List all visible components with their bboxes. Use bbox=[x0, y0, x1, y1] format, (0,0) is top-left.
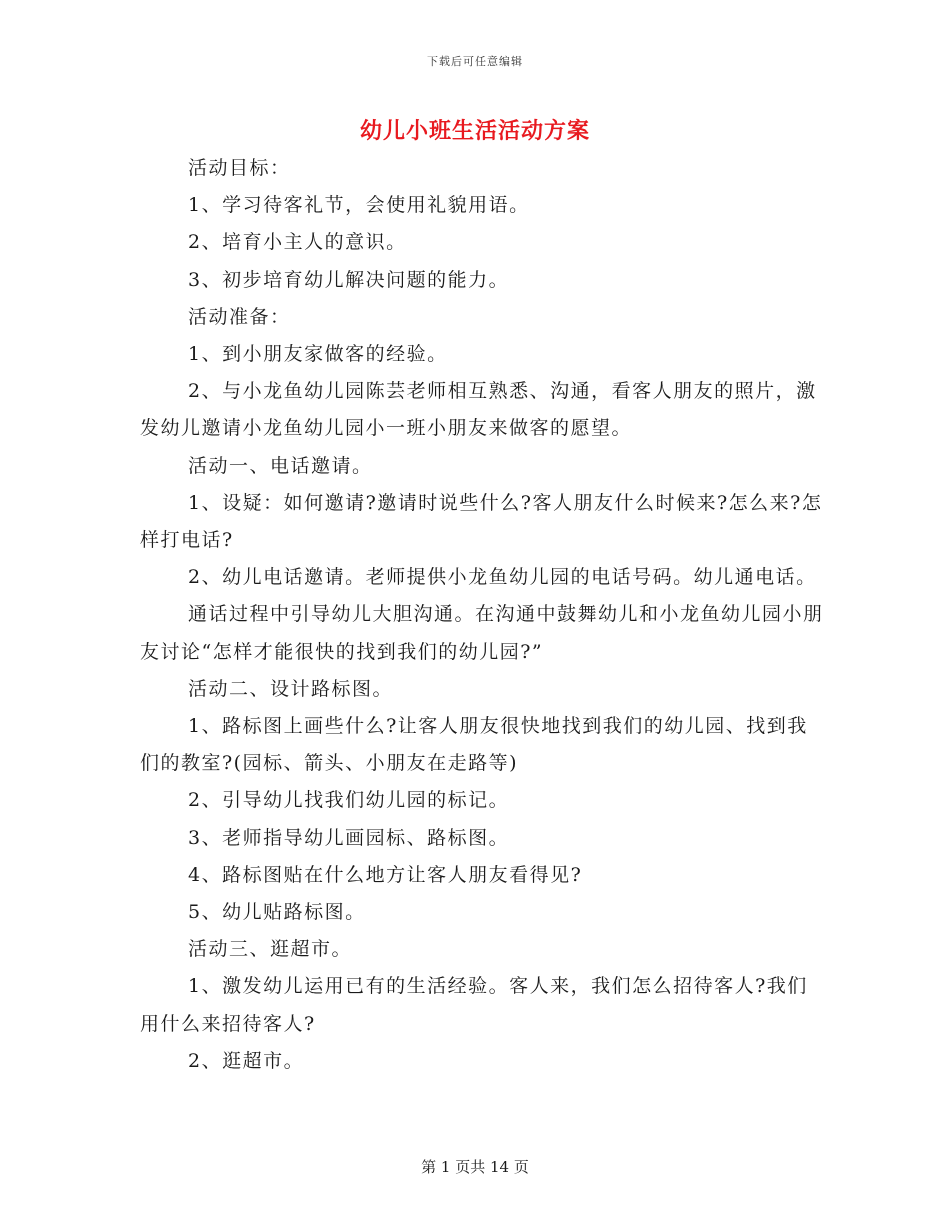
header-note: 下载后可任意编辑 bbox=[427, 55, 523, 68]
paragraph: 1、激发幼儿运用已有的生活经验。客人来，我们怎么招待客人?我们用什么来招待客人? bbox=[140, 975, 808, 1035]
paragraph: 通话过程中引导幼儿大胆沟通。在沟通中鼓舞幼儿和小龙鱼幼儿园小朋友讨论“怎样才能很快的找到我们的幼儿园?” bbox=[140, 603, 824, 663]
document-body bbox=[140, 150, 825, 1080]
document-title: 幼儿小班生活活动方案 bbox=[359, 118, 590, 144]
paragraph: 2、逛超市。 bbox=[188, 1049, 305, 1072]
paragraph: 1、设疑：如何邀请?邀请时说些什么?客人朋友什么时候来?怎么来?怎样打电话? bbox=[140, 491, 823, 552]
paragraph-goals-heading: 活动目标： bbox=[188, 157, 291, 179]
page-number: 第 1 页共 14 页 bbox=[421, 1158, 529, 1176]
paragraph: 2、培育小主人的意识。 bbox=[188, 231, 407, 254]
paragraph-activity-one-heading: 活动一、电话邀请。 bbox=[188, 454, 373, 477]
paragraph: 1、到小朋友家做客的经验。 bbox=[188, 343, 448, 366]
paragraph-activity-three-heading: 活动三、逛超市。 bbox=[188, 938, 353, 961]
paragraph: 1、学习待客礼节，会使用礼貌用语。 bbox=[188, 194, 530, 217]
paragraph: 1、路标图上画些什么?让客人朋友很快地找到我们的幼儿园、找到我们的教室?(园标、箭头、小朋友在走路等) bbox=[140, 715, 808, 775]
paragraph-activity-two-heading: 活动二、设计路标图。 bbox=[188, 677, 394, 700]
paragraph: 2、引导幼儿找我们幼儿园的标记。 bbox=[188, 789, 510, 812]
paragraph: 2、幼儿电话邀请。老师提供小龙鱼幼儿园的电话号码。幼儿通电话。 bbox=[188, 566, 817, 589]
paragraph: 4、路标图贴在什么地方让客人朋友看得见? bbox=[188, 863, 583, 886]
paragraph-preparation-heading: 活动准备： bbox=[188, 305, 291, 328]
paragraph: 2、与小龙鱼幼儿园陈芸老师相互熟悉、沟通，看客人朋友的照片，激发幼儿邀请小龙鱼幼儿园小一班小朋友来做客的愿望。 bbox=[140, 380, 817, 440]
paragraph: 3、老师指导幼儿画园标、路标图。 bbox=[188, 826, 510, 849]
paragraph: 3、初步培育幼儿解决问题的能力。 bbox=[188, 268, 510, 291]
paragraph: 5、幼儿贴路标图。 bbox=[188, 901, 366, 924]
